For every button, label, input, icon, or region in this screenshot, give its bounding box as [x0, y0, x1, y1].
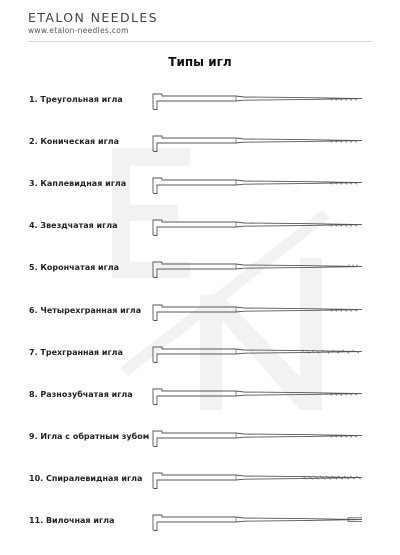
needle-illustration: [152, 425, 367, 451]
needle-label: 6. Четырехгранная игла: [29, 305, 142, 315]
needle-row: [0, 172, 400, 198]
needle-label: 4. Звездчатая игла: [29, 221, 118, 231]
needle-row: [0, 341, 400, 367]
needle-label: 10. Спиралевидная игла: [29, 473, 143, 483]
needle-label: 2. Коническая игла: [29, 137, 120, 147]
header-divider: [28, 41, 372, 42]
needle-row: [0, 130, 400, 156]
needle-illustration: [152, 214, 367, 240]
needle-label: 1. Треугольная игла: [29, 95, 123, 104]
needle-illustration: [152, 509, 367, 535]
needle-illustration: [152, 467, 367, 493]
needle-illustration: [152, 383, 367, 409]
needle-row: [0, 509, 400, 535]
needle-label: 9. Игла с обратным зубом: [29, 431, 150, 441]
needle-label: 11. Вилочная игла: [29, 516, 115, 525]
needle-illustration: [152, 88, 367, 114]
website-url: www.etalon-needles.com: [28, 26, 129, 35]
page-title: Типы игл: [168, 55, 232, 69]
needle-label: 5. Корончатая игла: [29, 263, 120, 273]
needle-row: [0, 299, 400, 325]
needle-label: 7. Трехгранная игла: [29, 347, 123, 357]
needle-illustration: [152, 172, 367, 198]
needle-illustration: [152, 256, 367, 282]
needle-label: 3. Каплевидная игла: [29, 179, 127, 189]
needle-row: [0, 383, 400, 409]
needle-row: [0, 256, 400, 282]
needle-illustration: [152, 130, 367, 156]
header: [28, 10, 158, 35]
needle-row: [0, 425, 400, 451]
brand-name: ETALON NEEDLES: [28, 10, 158, 25]
needle-row: [0, 88, 400, 114]
needle-row: [0, 467, 400, 493]
needle-label: 8. Разнозубчатая игла: [29, 389, 133, 399]
needle-illustration: [152, 299, 367, 325]
needle-row: [0, 214, 400, 240]
needle-illustration: [152, 341, 367, 367]
